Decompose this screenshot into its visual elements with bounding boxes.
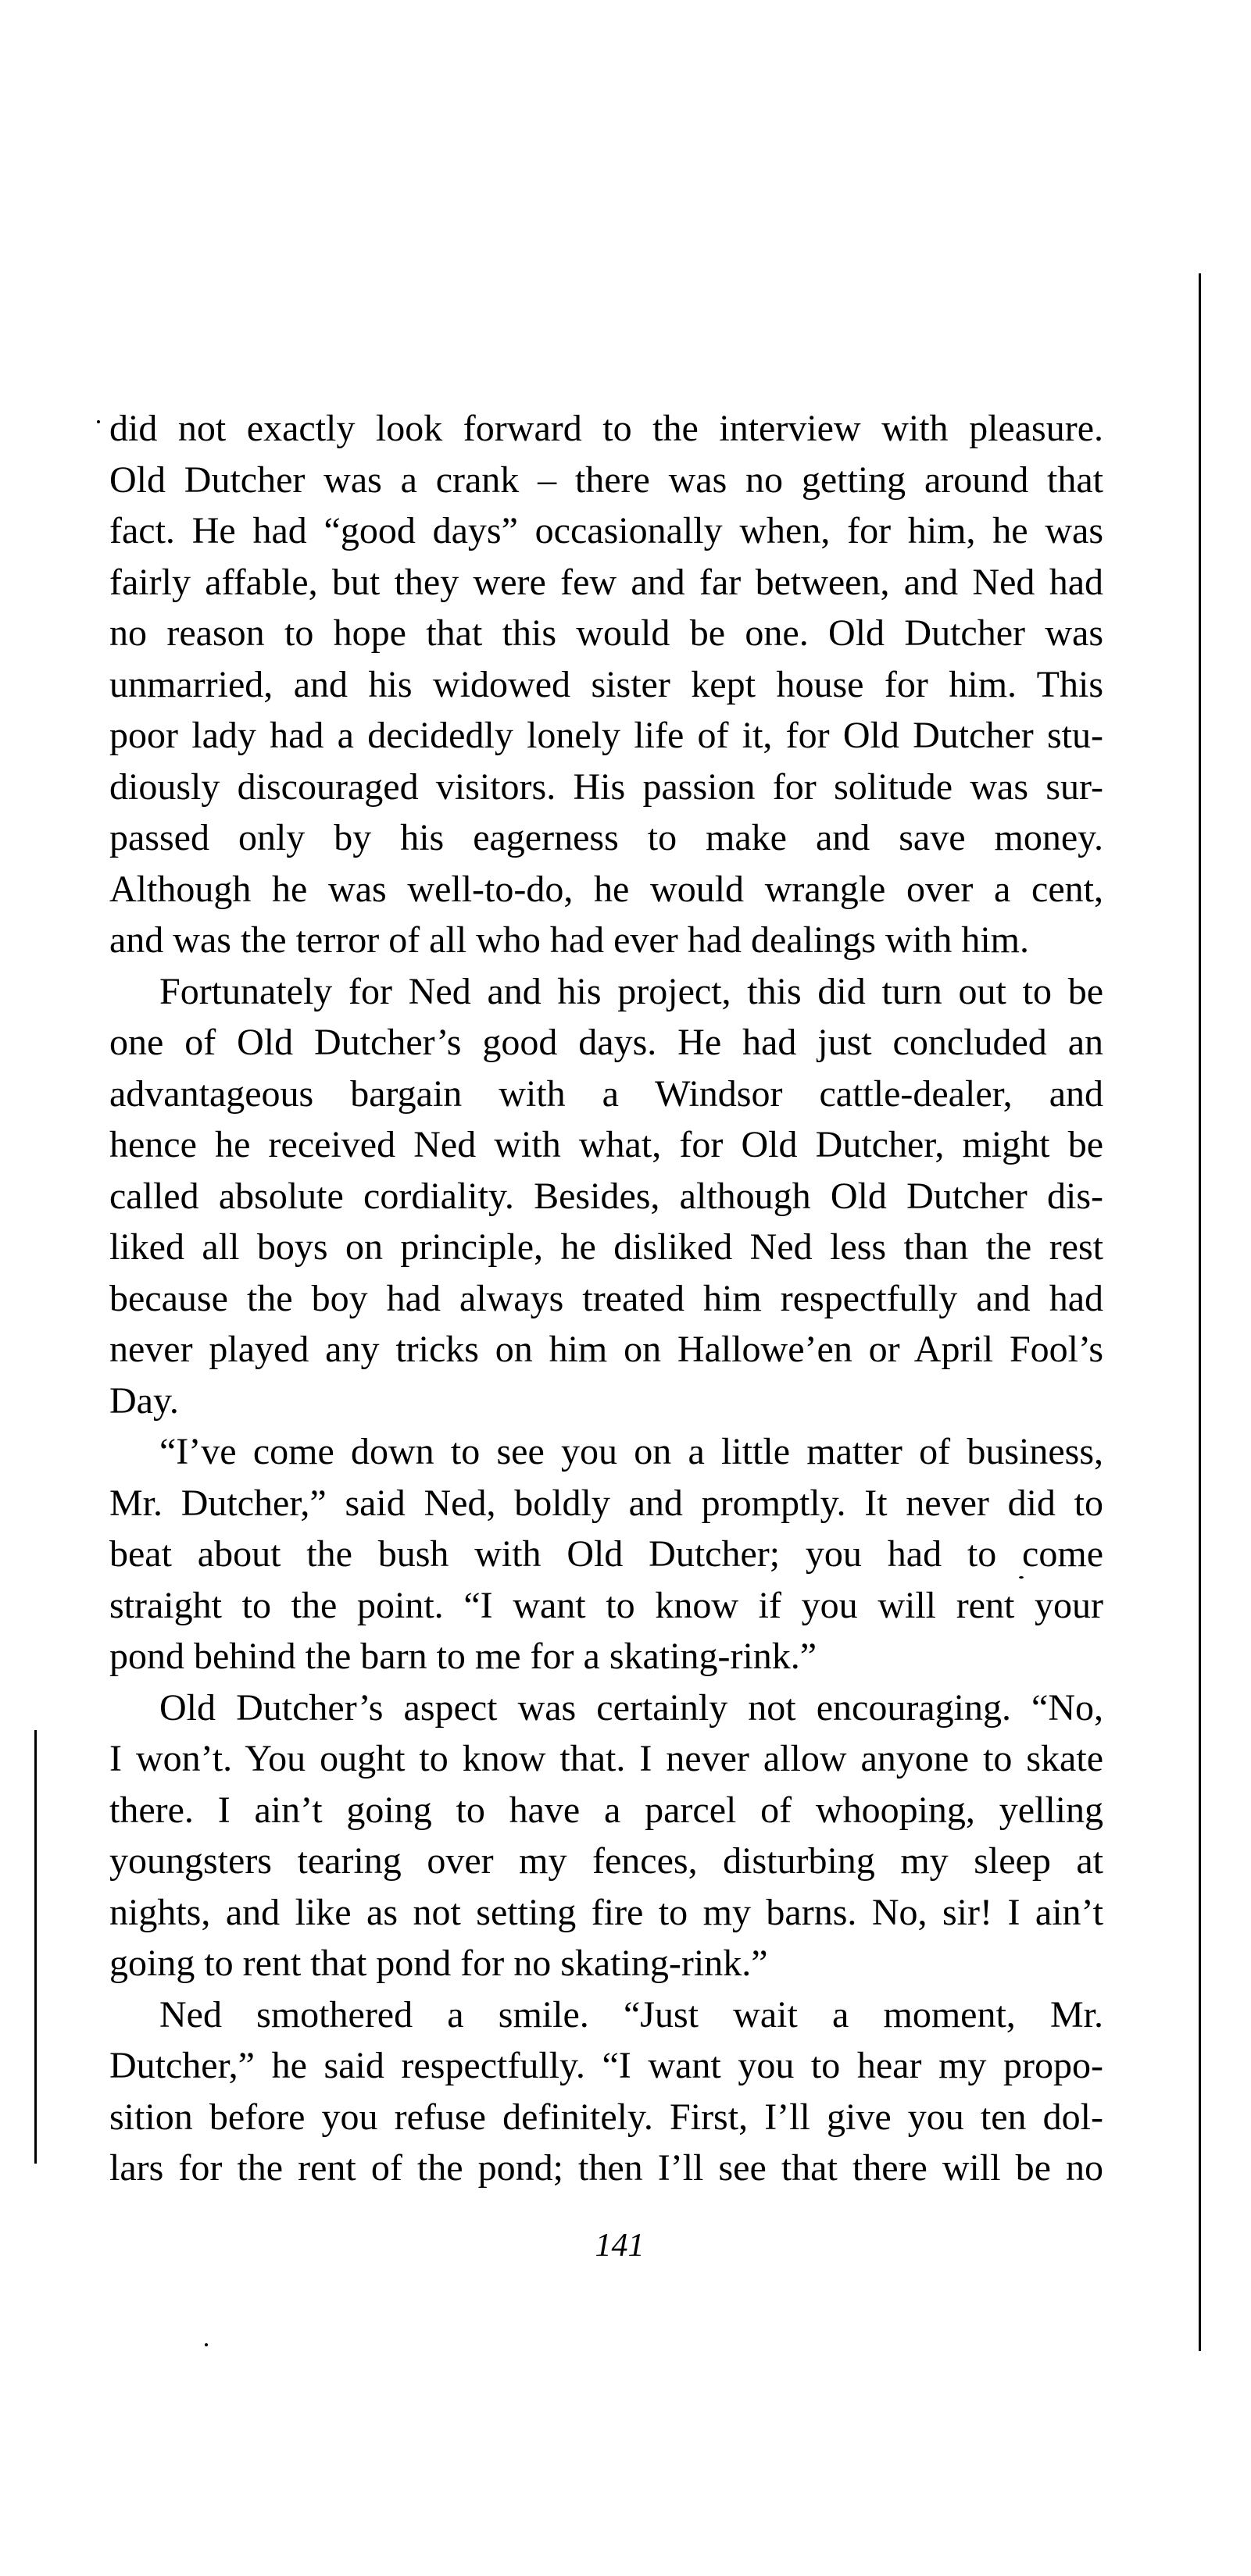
paragraph bbox=[109, 403, 1103, 966]
text-line: Fortunately for Ned and his project, this did turn out to be bbox=[159, 970, 1103, 1012]
text-line: Although he was well-to-do, he would wrangle over a cent, bbox=[109, 868, 1103, 910]
text-line: and was the terror of all who had ever had dealings with him. bbox=[109, 919, 1029, 961]
text-line: hence he received Ned with what, for Old Dutcher, might be bbox=[109, 1124, 1103, 1165]
text-line: Old Dutcher was a crank – there was no getting around that bbox=[109, 458, 1103, 501]
text-line: fact. He had “good days” occasionally when, for him, he was bbox=[109, 510, 1103, 551]
page-number: 141 bbox=[595, 2228, 645, 2264]
text-line: advantageous bargain with a Windsor cattle-dealer, and bbox=[109, 1072, 1103, 1115]
text-line: liked all boys on principle, he disliked Ned less than the rest bbox=[109, 1226, 1103, 1268]
text-line: poor lady had a decidedly lonely life of it, for Old Dutcher stu- bbox=[109, 715, 1103, 756]
text-line: one of Old Dutcher’s good days. He had just concluded an bbox=[109, 1022, 1103, 1063]
text-line: pond behind the barn to me for a skating-rink.” bbox=[109, 1636, 817, 1677]
text-line: no reason to hope that this would be one. Old Dutcher was bbox=[109, 612, 1103, 654]
scan-margin-rule-left bbox=[34, 1730, 37, 2164]
text-line: Day. bbox=[109, 1379, 179, 1422]
paragraph bbox=[109, 1989, 1103, 2194]
text-line: there. I ain’t going to have a parcel of whooping, yelling bbox=[109, 1789, 1103, 1831]
text-line: Dutcher,” he said respectfully. “I want you to hear my propo- bbox=[109, 2045, 1103, 2086]
scan-speck bbox=[97, 420, 100, 423]
text-line: fairly affable, but they were few and far between, and Ned had bbox=[109, 561, 1103, 603]
text-line: called absolute cordiality. Besides, although Old Dutcher dis- bbox=[109, 1175, 1103, 1217]
text-line: lars for the rent of the pond; then I’ll see that there will be no bbox=[109, 2147, 1103, 2189]
body-text bbox=[109, 403, 1103, 2194]
text-line: never played any tricks on him on Hallowe’en or April Fool’s bbox=[109, 1329, 1103, 1370]
text-line: youngsters tearing over my fences, disturbing my sleep at bbox=[109, 1840, 1103, 1882]
text-line: unmarried, and his widowed sister kept house for him. This bbox=[109, 663, 1103, 705]
text-line: I won’t. You ought to know that. I never allow anyone to skate bbox=[109, 1738, 1103, 1779]
text-line: beat about the bush with Old Dutcher; you had to come bbox=[109, 1533, 1103, 1575]
text-line: did not exactly look forward to the interview with pleasure. bbox=[109, 408, 1103, 449]
text-line: “I’ve come down to see you on a little matter of business, bbox=[159, 1431, 1103, 1472]
paragraph bbox=[109, 1426, 1103, 1682]
scan-speck bbox=[205, 2343, 208, 2346]
text-line: nights, and like as not setting fire to my barns. No, sir! I ain’t bbox=[109, 1891, 1103, 1933]
text-line: because the boy had always treated him respectfully and had bbox=[109, 1277, 1103, 1319]
paragraph bbox=[109, 966, 1103, 1427]
text-line: diously discouraged visitors. His passion for solitude was sur- bbox=[109, 765, 1103, 808]
text-line: going to rent that pond for no skating-rink.” bbox=[109, 1943, 768, 1984]
text-line: sition before you refuse definitely. First, I’ll give you ten dol- bbox=[109, 2096, 1103, 2138]
text-line: Mr. Dutcher,” said Ned, boldly and promptly. It never did to bbox=[109, 1482, 1103, 1524]
text-line: passed only by his eagerness to make and save money. bbox=[109, 817, 1103, 858]
paragraph bbox=[109, 1682, 1103, 1989]
text-line: straight to the point. “I want to know if you will rent your bbox=[109, 1584, 1103, 1626]
text-line: Ned smothered a smile. “Just wait a moment, Mr. bbox=[159, 1993, 1103, 2035]
scan-edge-rule-right bbox=[1199, 273, 1201, 2351]
text-line: Old Dutcher’s aspect was certainly not encouraging. “No, bbox=[159, 1686, 1103, 1729]
